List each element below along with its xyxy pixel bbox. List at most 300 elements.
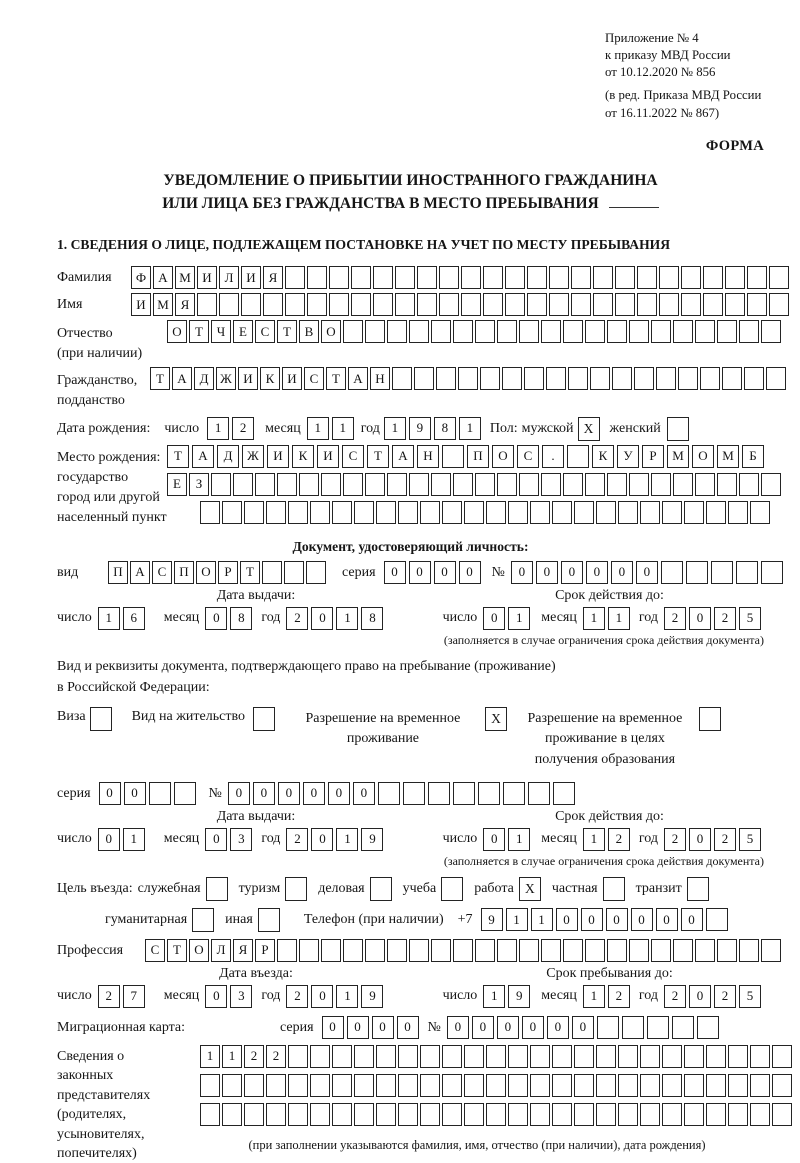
char-cell[interactable]	[222, 1103, 242, 1126]
char-cell[interactable]	[728, 1103, 748, 1126]
char-cell[interactable]	[541, 473, 561, 496]
char-cell[interactable]: 1	[336, 828, 358, 851]
char-cell[interactable]: 0	[253, 782, 275, 805]
char-cell[interactable]: Е	[233, 320, 253, 343]
char-cell[interactable]	[744, 367, 764, 390]
char-cell[interactable]: 9	[361, 985, 383, 1008]
char-cell[interactable]: Л	[211, 939, 231, 962]
stay-expiry-year-cells[interactable]	[664, 828, 764, 851]
char-cell[interactable]	[332, 1045, 352, 1068]
char-cell[interactable]: 0	[322, 1016, 344, 1039]
char-cell[interactable]	[629, 473, 649, 496]
char-cell[interactable]	[442, 1074, 462, 1097]
char-cell[interactable]	[354, 1103, 374, 1126]
char-cell[interactable]	[596, 1045, 616, 1068]
char-cell[interactable]	[420, 501, 440, 524]
char-cell[interactable]	[288, 1103, 308, 1126]
char-cell[interactable]	[483, 266, 503, 289]
char-cell[interactable]: 1	[98, 607, 120, 630]
char-cell[interactable]	[486, 1103, 506, 1126]
char-cell[interactable]	[574, 1103, 594, 1126]
char-cell[interactable]	[568, 367, 588, 390]
char-cell[interactable]	[728, 1045, 748, 1068]
char-cell[interactable]	[766, 367, 786, 390]
char-cell[interactable]: С	[255, 320, 275, 343]
visa-checkbox[interactable]	[90, 707, 112, 731]
char-cell[interactable]: Е	[167, 473, 187, 496]
char-cell[interactable]: Т	[189, 320, 209, 343]
char-cell[interactable]: 0	[483, 607, 505, 630]
char-cell[interactable]	[285, 293, 305, 316]
char-cell[interactable]: И	[131, 293, 151, 316]
char-cell[interactable]	[684, 1103, 704, 1126]
char-cell[interactable]	[618, 1045, 638, 1068]
char-cell[interactable]: 0	[397, 1016, 419, 1039]
surname-cells[interactable]	[131, 266, 791, 289]
char-cell[interactable]	[703, 293, 723, 316]
char-cell[interactable]	[403, 782, 425, 805]
char-cell[interactable]: О	[492, 445, 514, 468]
char-cell[interactable]: 0	[311, 828, 333, 851]
char-cell[interactable]: 0	[606, 908, 628, 931]
char-cell[interactable]: 0	[522, 1016, 544, 1039]
char-cell[interactable]: О	[321, 320, 341, 343]
char-cell[interactable]	[695, 320, 715, 343]
char-cell[interactable]	[420, 1103, 440, 1126]
char-cell[interactable]	[563, 939, 583, 962]
char-cell[interactable]: .	[542, 445, 564, 468]
char-cell[interactable]: О	[167, 320, 187, 343]
char-cell[interactable]	[508, 1074, 528, 1097]
char-cell[interactable]: 2	[232, 417, 254, 440]
identity-issue-year-cells[interactable]	[286, 607, 386, 630]
char-cell[interactable]	[703, 266, 723, 289]
char-cell[interactable]: 0	[547, 1016, 569, 1039]
stay-issue-day-cells[interactable]	[98, 828, 148, 851]
char-cell[interactable]	[321, 473, 341, 496]
char-cell[interactable]	[750, 1074, 770, 1097]
char-cell[interactable]	[442, 445, 464, 468]
char-cell[interactable]	[673, 320, 693, 343]
char-cell[interactable]: 0	[561, 561, 583, 584]
temporary-residence-checkbox[interactable]: X	[485, 707, 507, 731]
char-cell[interactable]	[629, 320, 649, 343]
char-cell[interactable]	[672, 1016, 694, 1039]
birthplace-row1-cells[interactable]	[167, 445, 767, 468]
char-cell[interactable]	[376, 1045, 396, 1068]
purpose-humanitarian-checkbox[interactable]	[192, 908, 214, 932]
char-cell[interactable]: С	[304, 367, 324, 390]
char-cell[interactable]: 0	[98, 828, 120, 851]
char-cell[interactable]	[200, 1074, 220, 1097]
char-cell[interactable]: Н	[370, 367, 390, 390]
char-cell[interactable]	[747, 293, 767, 316]
reps-row2-cells[interactable]	[200, 1074, 794, 1097]
char-cell[interactable]: 1	[207, 417, 229, 440]
char-cell[interactable]	[486, 1045, 506, 1068]
char-cell[interactable]	[475, 473, 495, 496]
char-cell[interactable]	[431, 320, 451, 343]
education-residence-checkbox[interactable]	[699, 707, 721, 731]
char-cell[interactable]: П	[108, 561, 128, 584]
char-cell[interactable]	[174, 782, 196, 805]
char-cell[interactable]	[376, 1074, 396, 1097]
char-cell[interactable]: 1	[200, 1045, 220, 1068]
char-cell[interactable]: Р	[255, 939, 275, 962]
stay-number-cells[interactable]	[228, 782, 578, 805]
char-cell[interactable]	[222, 1074, 242, 1097]
char-cell[interactable]: 0	[556, 908, 578, 931]
char-cell[interactable]: 0	[636, 561, 658, 584]
char-cell[interactable]: 1	[336, 985, 358, 1008]
char-cell[interactable]	[285, 266, 305, 289]
char-cell[interactable]: 5	[739, 985, 761, 1008]
char-cell[interactable]: 0	[278, 782, 300, 805]
char-cell[interactable]	[332, 501, 352, 524]
char-cell[interactable]	[530, 1103, 550, 1126]
char-cell[interactable]	[458, 367, 478, 390]
char-cell[interactable]: М	[667, 445, 689, 468]
char-cell[interactable]: 2	[664, 985, 686, 1008]
char-cell[interactable]	[530, 501, 550, 524]
purpose-study-checkbox[interactable]	[441, 877, 463, 901]
char-cell[interactable]	[351, 266, 371, 289]
purpose-transit-checkbox[interactable]	[687, 877, 709, 901]
char-cell[interactable]: А	[172, 367, 192, 390]
char-cell[interactable]: М	[153, 293, 173, 316]
char-cell[interactable]	[376, 1103, 396, 1126]
char-cell[interactable]: О	[692, 445, 714, 468]
char-cell[interactable]: 7	[123, 985, 145, 1008]
char-cell[interactable]	[497, 320, 517, 343]
char-cell[interactable]	[387, 473, 407, 496]
char-cell[interactable]	[681, 266, 701, 289]
char-cell[interactable]	[378, 782, 400, 805]
char-cell[interactable]	[453, 939, 473, 962]
char-cell[interactable]	[329, 266, 349, 289]
char-cell[interactable]	[409, 473, 429, 496]
char-cell[interactable]	[354, 1074, 374, 1097]
char-cell[interactable]	[750, 501, 770, 524]
char-cell[interactable]	[524, 367, 544, 390]
stay-issue-month-cells[interactable]	[205, 828, 255, 851]
char-cell[interactable]	[343, 320, 363, 343]
char-cell[interactable]	[697, 1016, 719, 1039]
char-cell[interactable]	[563, 473, 583, 496]
char-cell[interactable]: У	[617, 445, 639, 468]
char-cell[interactable]: П	[174, 561, 194, 584]
char-cell[interactable]: 0	[205, 828, 227, 851]
char-cell[interactable]: 2	[244, 1045, 264, 1068]
char-cell[interactable]	[700, 367, 720, 390]
char-cell[interactable]	[706, 1074, 726, 1097]
char-cell[interactable]	[629, 939, 649, 962]
char-cell[interactable]	[284, 561, 304, 584]
char-cell[interactable]	[618, 501, 638, 524]
char-cell[interactable]: 0	[303, 782, 325, 805]
char-cell[interactable]: А	[130, 561, 150, 584]
char-cell[interactable]	[219, 293, 239, 316]
char-cell[interactable]: А	[392, 445, 414, 468]
char-cell[interactable]: С	[152, 561, 172, 584]
char-cell[interactable]: 0	[631, 908, 653, 931]
char-cell[interactable]	[519, 473, 539, 496]
char-cell[interactable]	[464, 501, 484, 524]
char-cell[interactable]	[310, 1045, 330, 1068]
char-cell[interactable]	[574, 1045, 594, 1068]
char-cell[interactable]	[637, 293, 657, 316]
char-cell[interactable]	[392, 367, 412, 390]
char-cell[interactable]	[420, 1074, 440, 1097]
char-cell[interactable]	[728, 1074, 748, 1097]
char-cell[interactable]: Л	[219, 266, 239, 289]
entry-year-cells[interactable]	[286, 985, 386, 1008]
char-cell[interactable]: И	[317, 445, 339, 468]
char-cell[interactable]	[656, 367, 676, 390]
char-cell[interactable]	[266, 1074, 286, 1097]
char-cell[interactable]	[442, 1103, 462, 1126]
purpose-other-checkbox[interactable]	[258, 908, 280, 932]
char-cell[interactable]: 1	[384, 417, 406, 440]
char-cell[interactable]	[546, 367, 566, 390]
char-cell[interactable]	[263, 293, 283, 316]
profession-cells[interactable]	[145, 939, 783, 962]
phone-cells[interactable]	[481, 908, 731, 931]
char-cell[interactable]: 0	[536, 561, 558, 584]
char-cell[interactable]: И	[241, 266, 261, 289]
char-cell[interactable]: 0	[347, 1016, 369, 1039]
char-cell[interactable]: А	[348, 367, 368, 390]
char-cell[interactable]: К	[592, 445, 614, 468]
char-cell[interactable]	[244, 1103, 264, 1126]
purpose-private-checkbox[interactable]	[603, 877, 625, 901]
char-cell[interactable]	[266, 501, 286, 524]
residence-permit-checkbox[interactable]	[253, 707, 275, 731]
char-cell[interactable]	[686, 561, 708, 584]
char-cell[interactable]	[717, 939, 737, 962]
char-cell[interactable]	[736, 561, 758, 584]
char-cell[interactable]	[640, 1074, 660, 1097]
char-cell[interactable]	[597, 1016, 619, 1039]
char-cell[interactable]	[436, 367, 456, 390]
char-cell[interactable]: 2	[714, 828, 736, 851]
char-cell[interactable]	[673, 939, 693, 962]
char-cell[interactable]	[414, 367, 434, 390]
char-cell[interactable]	[453, 320, 473, 343]
char-cell[interactable]: Д	[217, 445, 239, 468]
migcard-series-cells[interactable]	[322, 1016, 422, 1039]
char-cell[interactable]	[306, 561, 326, 584]
identity-expiry-day-cells[interactable]	[483, 607, 533, 630]
char-cell[interactable]	[354, 501, 374, 524]
char-cell[interactable]	[417, 293, 437, 316]
char-cell[interactable]: 0	[228, 782, 250, 805]
char-cell[interactable]	[618, 1103, 638, 1126]
char-cell[interactable]: 0	[689, 607, 711, 630]
char-cell[interactable]	[299, 939, 319, 962]
char-cell[interactable]: 5	[739, 607, 761, 630]
char-cell[interactable]: Ф	[131, 266, 151, 289]
char-cell[interactable]: 1	[531, 908, 553, 931]
char-cell[interactable]: О	[189, 939, 209, 962]
char-cell[interactable]	[332, 1074, 352, 1097]
char-cell[interactable]	[244, 501, 264, 524]
birthplace-row2-cells[interactable]	[167, 473, 783, 496]
char-cell[interactable]	[255, 473, 275, 496]
char-cell[interactable]: 0	[483, 828, 505, 851]
char-cell[interactable]: Т	[167, 939, 187, 962]
char-cell[interactable]	[519, 939, 539, 962]
char-cell[interactable]: Т	[240, 561, 260, 584]
char-cell[interactable]	[310, 1103, 330, 1126]
char-cell[interactable]	[593, 293, 613, 316]
char-cell[interactable]	[508, 1045, 528, 1068]
male-checkbox[interactable]: X	[578, 417, 600, 441]
char-cell[interactable]	[615, 293, 635, 316]
char-cell[interactable]	[706, 501, 726, 524]
char-cell[interactable]	[329, 293, 349, 316]
char-cell[interactable]	[739, 320, 759, 343]
stay-expiry-day-cells[interactable]	[483, 828, 533, 851]
char-cell[interactable]: 9	[508, 985, 530, 1008]
char-cell[interactable]	[480, 367, 500, 390]
char-cell[interactable]: 1	[336, 607, 358, 630]
char-cell[interactable]: 1	[483, 985, 505, 1008]
char-cell[interactable]: 0	[681, 908, 703, 931]
char-cell[interactable]: 9	[361, 828, 383, 851]
char-cell[interactable]	[277, 939, 297, 962]
name-cells[interactable]	[131, 293, 791, 316]
char-cell[interactable]	[739, 939, 759, 962]
char-cell[interactable]	[398, 1045, 418, 1068]
char-cell[interactable]	[332, 1103, 352, 1126]
char-cell[interactable]	[417, 266, 437, 289]
char-cell[interactable]	[464, 1074, 484, 1097]
char-cell[interactable]: 0	[205, 607, 227, 630]
char-cell[interactable]	[706, 1103, 726, 1126]
char-cell[interactable]	[310, 1074, 330, 1097]
char-cell[interactable]	[398, 1103, 418, 1126]
char-cell[interactable]	[483, 293, 503, 316]
char-cell[interactable]	[453, 782, 475, 805]
char-cell[interactable]	[772, 1103, 792, 1126]
char-cell[interactable]: 0	[689, 985, 711, 1008]
char-cell[interactable]: 3	[230, 985, 252, 1008]
char-cell[interactable]	[662, 1103, 682, 1126]
char-cell[interactable]: 2	[608, 828, 630, 851]
char-cell[interactable]	[519, 320, 539, 343]
char-cell[interactable]: 0	[447, 1016, 469, 1039]
char-cell[interactable]	[395, 266, 415, 289]
char-cell[interactable]	[307, 293, 327, 316]
char-cell[interactable]: Т	[167, 445, 189, 468]
char-cell[interactable]	[739, 473, 759, 496]
char-cell[interactable]	[706, 908, 728, 931]
char-cell[interactable]: С	[517, 445, 539, 468]
char-cell[interactable]	[508, 501, 528, 524]
char-cell[interactable]	[750, 1103, 770, 1126]
char-cell[interactable]: Т	[277, 320, 297, 343]
char-cell[interactable]	[706, 1045, 726, 1068]
char-cell[interactable]	[310, 501, 330, 524]
char-cell[interactable]	[553, 782, 575, 805]
char-cell[interactable]	[398, 501, 418, 524]
identity-expiry-month-cells[interactable]	[583, 607, 633, 630]
char-cell[interactable]	[373, 266, 393, 289]
female-checkbox[interactable]	[667, 417, 689, 441]
char-cell[interactable]: 1	[508, 828, 530, 851]
char-cell[interactable]	[681, 293, 701, 316]
char-cell[interactable]: С	[145, 939, 165, 962]
char-cell[interactable]: М	[175, 266, 195, 289]
char-cell[interactable]	[502, 367, 522, 390]
char-cell[interactable]	[585, 473, 605, 496]
char-cell[interactable]: В	[299, 320, 319, 343]
char-cell[interactable]: 0	[328, 782, 350, 805]
char-cell[interactable]	[503, 782, 525, 805]
char-cell[interactable]	[772, 1045, 792, 1068]
char-cell[interactable]	[596, 501, 616, 524]
char-cell[interactable]: 0	[409, 561, 431, 584]
identity-kind-cells[interactable]	[108, 561, 328, 584]
char-cell[interactable]: 1	[222, 1045, 242, 1068]
char-cell[interactable]	[647, 1016, 669, 1039]
char-cell[interactable]: 2	[286, 607, 308, 630]
purpose-business-checkbox[interactable]	[370, 877, 392, 901]
char-cell[interactable]: 0	[99, 782, 121, 805]
char-cell[interactable]	[651, 939, 671, 962]
char-cell[interactable]: 2	[266, 1045, 286, 1068]
char-cell[interactable]	[277, 473, 297, 496]
char-cell[interactable]: Б	[742, 445, 764, 468]
char-cell[interactable]	[395, 293, 415, 316]
char-cell[interactable]	[343, 473, 363, 496]
purpose-work-checkbox[interactable]: X	[519, 877, 541, 901]
char-cell[interactable]: 1	[123, 828, 145, 851]
char-cell[interactable]: 0	[497, 1016, 519, 1039]
char-cell[interactable]	[197, 293, 217, 316]
char-cell[interactable]: 8	[230, 607, 252, 630]
char-cell[interactable]: 1	[608, 607, 630, 630]
char-cell[interactable]	[585, 939, 605, 962]
char-cell[interactable]: 1	[332, 417, 354, 440]
char-cell[interactable]	[640, 1103, 660, 1126]
char-cell[interactable]	[772, 1074, 792, 1097]
char-cell[interactable]: Н	[417, 445, 439, 468]
char-cell[interactable]	[640, 501, 660, 524]
char-cell[interactable]	[439, 266, 459, 289]
char-cell[interactable]	[662, 1074, 682, 1097]
char-cell[interactable]	[612, 367, 632, 390]
char-cell[interactable]	[376, 501, 396, 524]
birthplace-row3-cells[interactable]	[200, 501, 772, 524]
char-cell[interactable]: К	[260, 367, 280, 390]
char-cell[interactable]: Т	[326, 367, 346, 390]
char-cell[interactable]	[549, 266, 569, 289]
char-cell[interactable]	[200, 1103, 220, 1126]
char-cell[interactable]	[769, 266, 789, 289]
char-cell[interactable]	[567, 445, 589, 468]
char-cell[interactable]: 2	[664, 607, 686, 630]
char-cell[interactable]: 0	[124, 782, 146, 805]
char-cell[interactable]: 1	[583, 828, 605, 851]
char-cell[interactable]	[244, 1074, 264, 1097]
char-cell[interactable]: 2	[714, 607, 736, 630]
char-cell[interactable]: А	[192, 445, 214, 468]
char-cell[interactable]	[574, 501, 594, 524]
char-cell[interactable]	[461, 293, 481, 316]
reps-row3-cells[interactable]	[200, 1103, 794, 1126]
